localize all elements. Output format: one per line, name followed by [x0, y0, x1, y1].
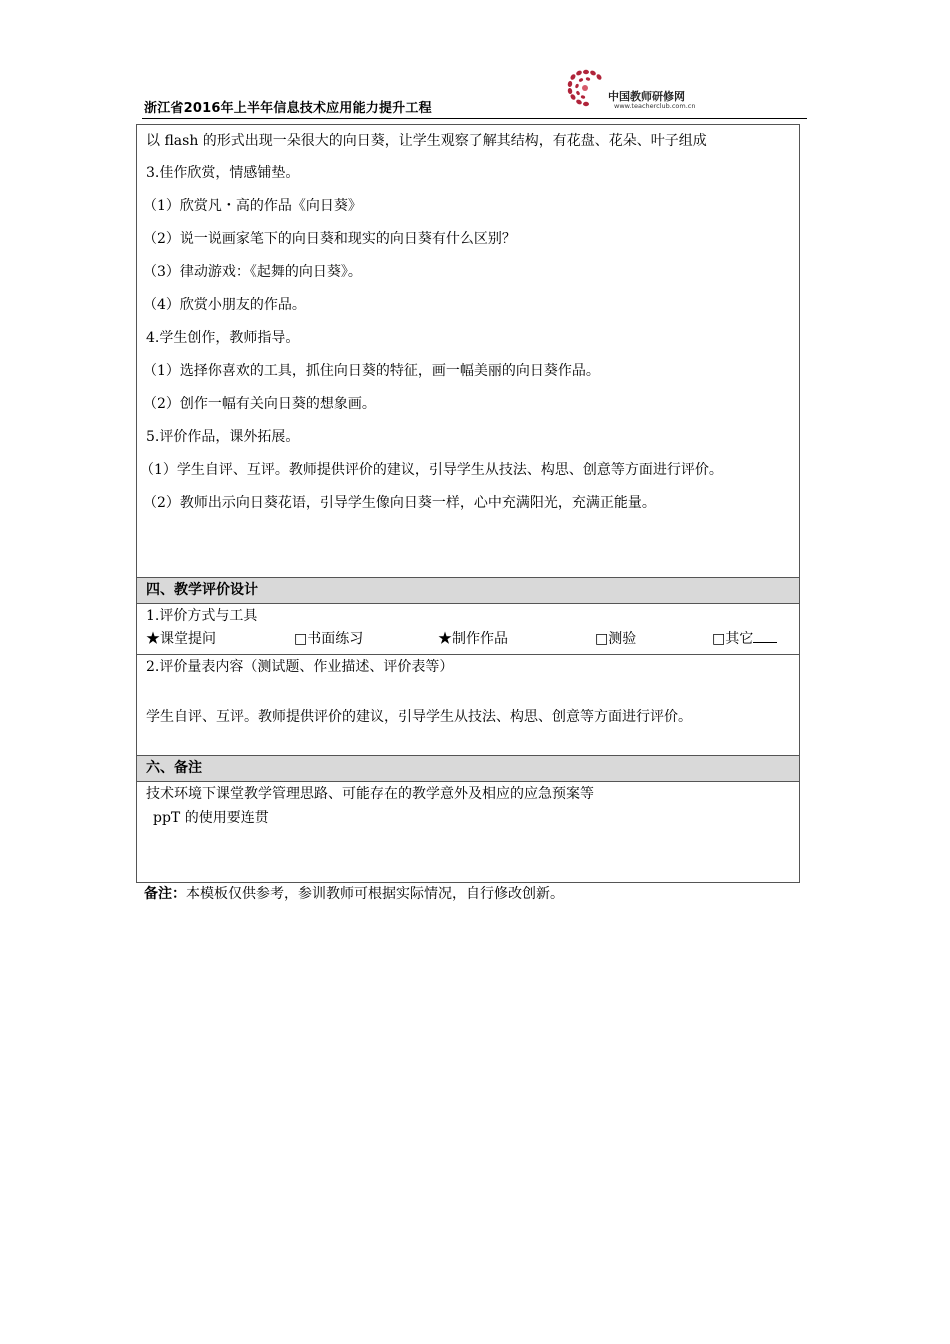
option-written-exercise: □书面练习 — [294, 631, 364, 647]
option-make-works: ★制作作品 — [438, 631, 508, 647]
notes-heading: 六、备注 — [137, 755, 799, 781]
option-class-questions: ★课堂提问 — [146, 631, 216, 647]
footnote-text: 本模板仅供参考，参训教师可根据实际情况，自行修改创新。 — [186, 886, 564, 902]
process-line: （4）欣赏小朋友的作品。 — [143, 297, 306, 313]
process-line: 3.佳作欣赏，情感铺垫。 — [146, 165, 300, 181]
process-line: 5.评价作品，课外拓展。 — [146, 429, 300, 445]
evaluation-scale-label: 2.评价量表内容（测试题、作业描述、评价表等） — [146, 659, 454, 675]
evaluation-heading: 四、教学评价设计 — [137, 577, 799, 603]
blank-line — [753, 630, 777, 643]
page-title: 浙江省2016年上半年信息技术应用能力提升工程 — [144, 101, 432, 116]
notes-content: ppT 的使用要连贯 — [153, 810, 269, 826]
notes-section — [137, 781, 799, 882]
option-test: □测验 — [595, 631, 637, 647]
evaluation-scale — [137, 654, 799, 755]
process-line: （2）教师出示向日葵花语，引导学生像向日葵一样，心中充满阳光，充满正能量。 — [143, 495, 656, 511]
teacherclub-logo — [560, 66, 700, 114]
process-line: 以 flash 的形式出现一朵很大的向日葵，让学生观察了解其结构，有花盘、花朵、叶子组成 — [146, 133, 707, 149]
header-divider — [142, 118, 807, 119]
page-header — [142, 62, 807, 118]
process-line: （1）欣赏凡・高的作品《向日葵》 — [143, 198, 362, 214]
process-line: （2）说一说画家笔下的向日葵和现实的向日葵有什么区别？ — [143, 231, 516, 247]
evaluation-method-label: 1.评价方式与工具 — [146, 608, 258, 624]
logo-url: www.teacherclub.com.cn — [614, 102, 696, 110]
process-line: 4.学生创作，教师指导。 — [146, 330, 300, 346]
logo-chinese-name: 中国教师研修网 — [608, 90, 685, 103]
evaluation-options — [137, 628, 799, 650]
option-other-label: □其它 — [712, 631, 754, 647]
flower-logo-icon — [562, 66, 610, 112]
process-line: （1）选择你喜欢的工具，抓住向日葵的特征，画一幅美丽的向日葵作品。 — [143, 363, 600, 379]
notes-description: 技术环境下课堂教学管理思路、可能存在的教学意外及相应的应急预案等 — [146, 786, 594, 802]
evaluation-scale-content: 学生自评、互评。教师提供评价的建议，引导学生从技法、构思、创意等方面进行评价。 — [146, 709, 692, 725]
process-line: （3）律动游戏：《起舞的向日葵》。 — [143, 264, 362, 280]
teaching-process-section — [137, 125, 799, 577]
template-footnote — [144, 883, 564, 903]
evaluation-methods — [137, 603, 799, 654]
lesson-plan-table — [136, 124, 800, 883]
process-line: （2）创作一幅有关向日葵的想象画。 — [143, 396, 376, 412]
option-other — [712, 628, 777, 650]
footnote-label: 备注： — [144, 886, 186, 902]
process-line: （1）学生自评、互评。教师提供评价的建议，引导学生从技法、构思、创意等方面进行评价。 — [140, 462, 723, 478]
